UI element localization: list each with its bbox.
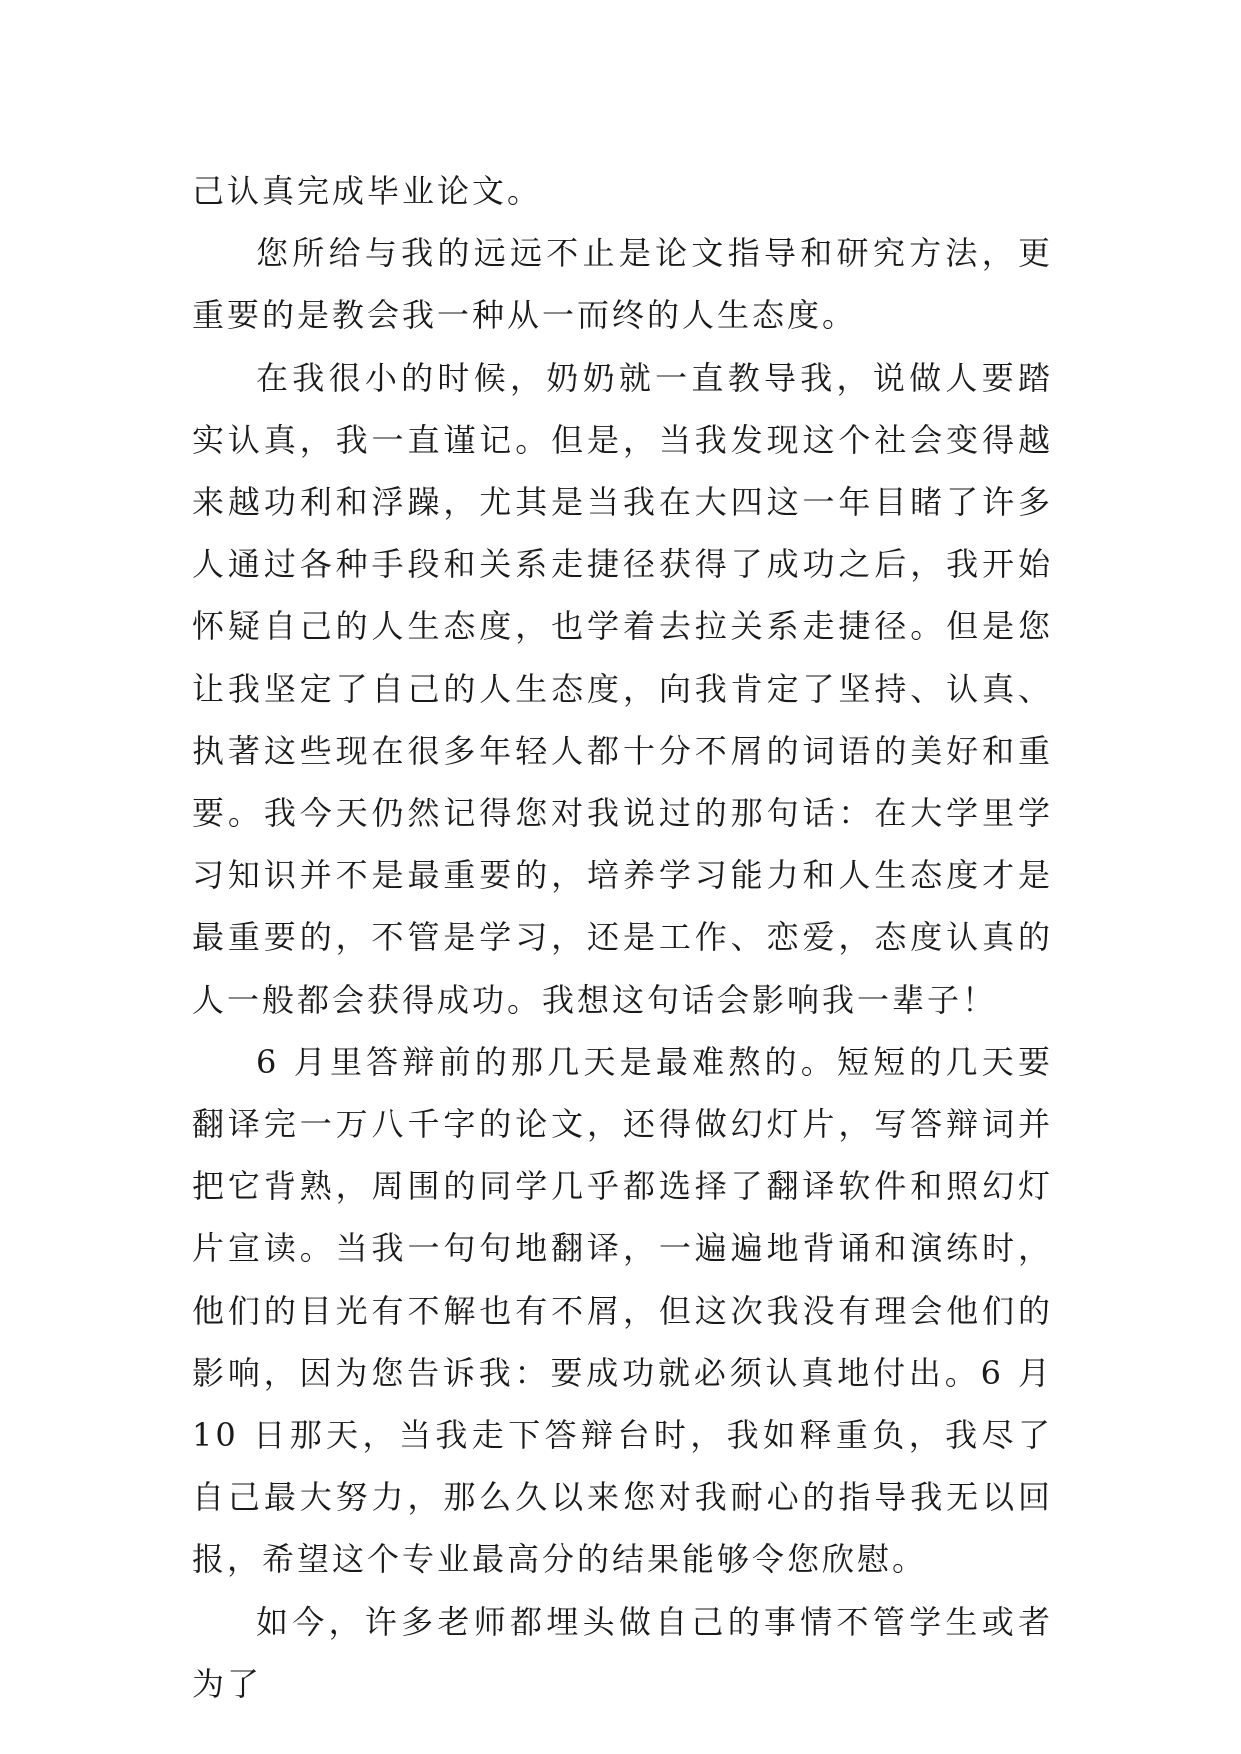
body-text (192, 160, 1053, 1715)
paragraph: 在我很小的时候，奶奶就一直教导我，说做人要踏实认真，我一直谨记。但是，当我发现这个社会变得越来越功利和浮躁，尤其是当我在大四这一年目睹了许多人通过各种手段和关系走捷径获得了成功之后，我开始怀疑自己的人生态度，也学着去拉关系走捷径。但是您让我坚定了自己的人生态度，向我肯定了坚持、认真、执著这些现在很多年轻人都十分不屑的词语的美好和重要。我今天仍然记得您对我说过的那句话：在大学里学习知识并不是最重要的，培养学习能力和人生态度才是最重要的，不管是学习，还是工作、恋爱，态度认真的人一般都会获得成功。我想这句话会影响我一辈子！ (192, 358, 1053, 1019)
paragraph-continuation: 己认真完成毕业论文。 (192, 172, 543, 210)
paragraph: 如今，许多老师都埋头做自己的事情不管学生或者为了 (192, 1602, 1053, 1703)
paragraph: 您所给与我的远远不止是论文指导和研究方法，更重要的是教会我一种从一而终的人生态度。 (192, 234, 1053, 335)
paragraph: 6 月里答辩前的那几天是最难熬的。短短的几天要翻译完一万八千字的论文，还得做幻灯片，写答辩词并把它背熟，周围的同学几乎都选择了翻译软件和照幻灯片宣读。当我一句句地翻译，一遍遍地背诵和演练时，他们的目光有不解也有不屑，但这次我没有理会他们的影响，因为您告诉我：要成功就必须认真地付出。6 月 10 日那天，当我走下答辩台时，我如释重负，我尽了自己最大努力，那么久以来您对我耐心的指导我无以回报，希望这个专业最高分的结果能够令您欣慰。 (192, 1042, 1053, 1579)
